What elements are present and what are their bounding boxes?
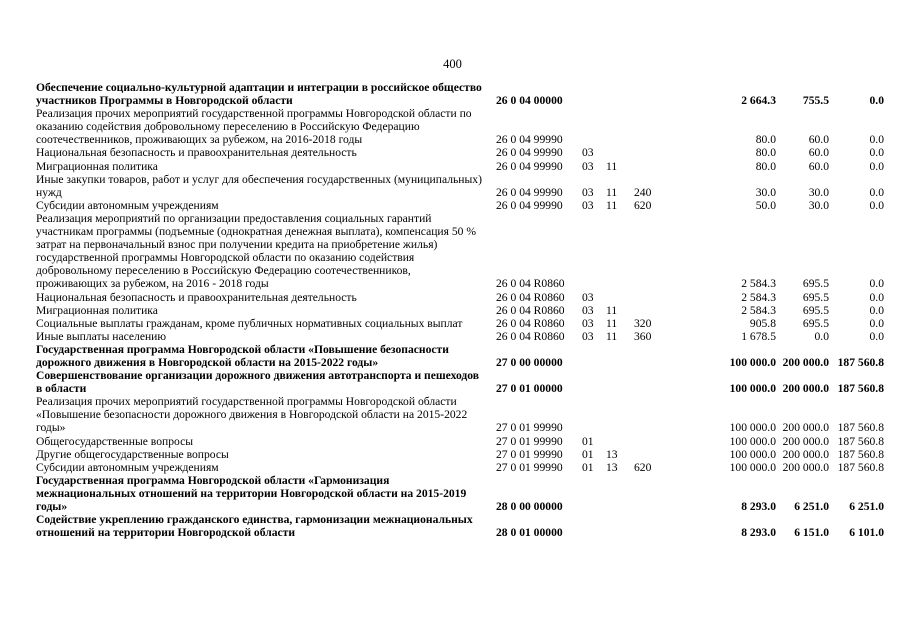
row-value-1: 8 293.0 [741,526,776,540]
row-name: Иные выплаты населению [36,329,167,343]
row-expense-type [632,212,682,291]
row-expense-type: 240 [634,185,652,199]
row-section: 01 [582,460,594,474]
row-expense-type [632,343,682,369]
row-section: 03 [582,329,594,343]
table-row [36,199,884,212]
row-target-article: 26 0 04 R0860 [496,290,565,304]
row-spacer [682,81,722,107]
table-row [36,173,884,199]
row-value-1: 80.0 [755,146,776,160]
row-value-1: 50.0 [755,198,776,212]
row-name: Реализация прочих мероприятий государственной программы Новгородской области по оказанию содействия добровольному переселению в Российскую Федерацию соотечественников, проживающих за рубежом, на 2016-2018 годы [36,107,472,147]
row-name: Реализация прочих мероприятий государственной программы Новгородской области «Повышение безопасности дорожного движения в Новгородской области на 2015-2022 годы» [36,395,468,435]
row-spacer [682,330,722,343]
row-name: Государственная программа Новгородской области «Повышение безопасности дорожного движения в Новгородской области на 2015-2022 годы» [36,342,449,369]
row-value-3: 187 560.8 [837,447,884,461]
row-expense-type [632,369,682,395]
row-spacer [682,304,722,317]
row-target-article: 26 0 04 R0860 [496,316,565,330]
row-subsection: 11 [606,303,618,317]
row-expense-type [632,435,682,448]
row-value-2: 695.5 [802,316,829,330]
row-spacer [682,107,722,146]
row-value-3: 187 560.8 [837,421,884,435]
table-row [36,474,884,513]
row-section: 03 [582,185,594,199]
row-value-1: 80.0 [755,159,776,173]
row-subsection: 11 [606,329,618,343]
row-expense-type [632,448,682,461]
row-value-1: 2 664.3 [741,94,776,108]
row-value-2: 200 000.0 [782,447,829,461]
row-value-1: 2 584.3 [741,277,776,291]
row-name: Содействие укреплению гражданского единства, гармонизации межнациональных отношений на территории Новгородской области [36,513,473,540]
row-value-2: 200 000.0 [782,421,829,435]
row-target-article: 27 0 01 99990 [496,447,563,461]
table-row [36,435,884,448]
row-target-article: 26 0 04 99990 [496,159,563,173]
table-row [36,212,884,291]
row-spacer [682,212,722,291]
row-value-3: 0.0 [869,316,884,330]
row-value-3: 187 560.8 [837,434,884,448]
row-value-3: 0.0 [869,290,884,304]
row-value-2: 200 000.0 [782,382,829,396]
row-name: Совершенствование организации дорожного движения автотранспорта и пешеходов в области [36,369,480,396]
row-value-2: 755.5 [802,94,829,108]
row-value-2: 695.5 [802,303,829,317]
row-value-1: 30.0 [755,185,776,199]
row-expense-type [632,395,682,434]
row-value-2: 200 000.0 [782,460,829,474]
row-section: 03 [582,303,594,317]
row-name: Государственная программа Новгородской области «Гармонизация межнациональных отношений на территории Новгородской области на 2015-2019 годы» [36,473,467,513]
row-subsection [606,513,632,539]
row-value-2: 60.0 [808,133,829,147]
row-value-2: 0.0 [814,329,829,343]
row-value-2: 200 000.0 [782,355,829,369]
row-value-3: 0.0 [869,277,884,291]
row-spacer [682,173,722,199]
row-spacer [682,448,722,461]
row-value-3: 0.0 [869,133,884,147]
row-value-3: 0.0 [869,146,884,160]
row-value-3: 0.0 [869,185,884,199]
table-row [36,369,884,395]
row-subsection [606,81,632,107]
page-number: 400 [443,57,462,71]
row-expense-type: 320 [634,316,652,330]
row-section [580,369,606,395]
row-value-3: 0.0 [869,329,884,343]
row-spacer [682,146,722,159]
row-spacer [682,343,722,369]
row-value-1: 2 584.3 [741,303,776,317]
row-section [580,343,606,369]
row-spacer [682,369,722,395]
row-value-3: 187 560.8 [837,460,884,474]
row-target-article: 26 0 04 R0860 [496,329,565,343]
row-target-article: 27 0 01 99990 [496,460,563,474]
row-expense-type [632,474,682,513]
row-section: 03 [582,146,594,160]
row-name: Общегосударственные вопросы [36,434,194,448]
row-value-3: 0.0 [869,94,884,108]
row-value-2: 200 000.0 [782,434,829,448]
row-subsection [606,395,632,434]
table-row [36,304,884,317]
row-name: Национальная безопасность и правоохранительная деятельность [36,290,357,304]
table-row [36,291,884,304]
row-spacer [682,474,722,513]
row-subsection: 13 [606,460,618,474]
row-section [580,513,606,539]
row-value-2: 60.0 [808,146,829,160]
row-spacer [682,199,722,212]
row-value-3: 187 560.8 [837,355,884,369]
row-value-1: 100 000.0 [729,382,776,396]
row-target-article: 26 0 04 99990 [496,185,563,199]
row-section [580,212,606,291]
row-value-2: 695.5 [802,290,829,304]
row-expense-type: 620 [634,198,652,212]
row-target-article: 27 0 01 99990 [496,421,563,435]
row-value-1: 1 678.5 [741,329,776,343]
table-row [36,330,884,343]
row-expense-type [632,160,682,173]
row-expense-type [632,107,682,146]
row-value-2: 6 251.0 [794,500,829,513]
row-name: Обеспечение социально-культурной адаптации и интеграции в российское общество участников Программы в Новгородской области [36,81,482,108]
row-expense-type [632,81,682,107]
row-section [580,395,606,434]
row-spacer [682,395,722,434]
table-row [36,146,884,159]
row-target-article: 26 0 04 R0860 [496,277,565,291]
row-name: Миграционная политика [36,159,158,173]
row-section [580,474,606,513]
row-value-1: 100 000.0 [729,434,776,448]
row-value-1: 8 293.0 [741,500,776,513]
row-value-3: 0.0 [869,198,884,212]
row-value-3: 0.0 [869,303,884,317]
row-target-article: 27 0 00 00000 [496,355,563,369]
row-section [580,81,606,107]
row-target-article: 26 0 04 99990 [496,146,563,160]
row-expense-type [632,291,682,304]
row-target-article: 26 0 04 99990 [496,198,563,212]
row-subsection [606,146,632,159]
budget-table [36,81,884,539]
row-section: 01 [582,447,594,461]
row-value-1: 905.8 [749,316,776,330]
table-row [36,461,884,474]
row-value-1: 100 000.0 [729,355,776,369]
row-subsection [606,107,632,146]
row-name: Другие общегосударственные вопросы [36,447,229,461]
row-section: 03 [582,159,594,173]
row-section: 03 [582,198,594,212]
row-value-2: 6 151.0 [794,526,829,540]
row-value-1: 80.0 [755,133,776,147]
row-value-2: 60.0 [808,159,829,173]
row-value-3: 0.0 [869,159,884,173]
table-row [36,107,884,146]
row-expense-type: 620 [634,460,652,474]
row-subsection: 11 [606,159,618,173]
row-spacer [682,291,722,304]
row-name: Субсидии автономным учреждениям [36,198,219,212]
row-subsection: 11 [606,316,618,330]
row-expense-type: 360 [634,329,652,343]
table-row [36,448,884,461]
row-name: Социальные выплаты гражданам, кроме публичных нормативных социальных выплат [36,316,463,330]
row-spacer [682,160,722,173]
row-expense-type [632,146,682,159]
table-row [36,81,884,107]
row-name: Субсидии автономным учреждениям [36,460,219,474]
row-subsection: 11 [606,185,618,199]
row-section: 03 [582,316,594,330]
row-subsection [606,212,632,291]
row-subsection [606,474,632,513]
row-subsection: 11 [606,198,618,212]
row-target-article: 26 0 04 00000 [496,94,563,108]
table-row [36,513,884,539]
table-row [36,395,884,434]
row-value-3: 6 101.0 [849,526,884,540]
row-subsection [606,291,632,304]
table-row [36,160,884,173]
row-value-1: 100 000.0 [729,421,776,435]
row-section [580,107,606,146]
row-subsection: 13 [606,447,618,461]
row-value-1: 100 000.0 [729,447,776,461]
row-value-1: 2 584.3 [741,290,776,304]
table-row [36,317,884,330]
row-target-article: 28 0 00 00000 [496,500,563,513]
row-subsection [606,435,632,448]
row-name: Иные закупки товаров, работ и услуг для обеспечения государственных (муниципальных) нужд [36,172,482,199]
row-section: 03 [582,290,594,304]
row-spacer [682,513,722,539]
row-value-1: 100 000.0 [729,460,776,474]
row-subsection [606,343,632,369]
row-name: Миграционная политика [36,303,158,317]
table-row [36,343,884,369]
row-value-2: 30.0 [808,185,829,199]
row-value-2: 695.5 [802,277,829,291]
row-target-article: 26 0 04 R0860 [496,303,565,317]
row-name: Реализация мероприятий по организации предоставления социальных гарантий участникам программы (подъемные (однократная денежная выплата), компенсация 50 % затрат на первоначальный взнос при получении кредита на приобретение жилья) государственной программы Новгородской области по оказанию содействия добровольному переселению в Российскую Федерацию соотечественников, проживающих за рубежом, на 2016 - 2018 годы [36,211,477,291]
row-target-article: 28 0 01 00000 [496,526,563,540]
row-section: 01 [582,434,594,448]
row-spacer [682,435,722,448]
row-value-3: 6 251.0 [849,500,884,513]
row-subsection [606,369,632,395]
row-target-article: 27 0 01 99990 [496,434,563,448]
row-value-2: 30.0 [808,198,829,212]
row-spacer [682,317,722,330]
row-spacer [682,461,722,474]
row-expense-type [632,513,682,539]
row-target-article: 27 0 01 00000 [496,382,563,396]
row-target-article: 26 0 04 99990 [496,133,563,147]
row-expense-type [632,304,682,317]
row-name: Национальная безопасность и правоохранительная деятельность [36,146,357,160]
row-value-3: 187 560.8 [837,382,884,396]
